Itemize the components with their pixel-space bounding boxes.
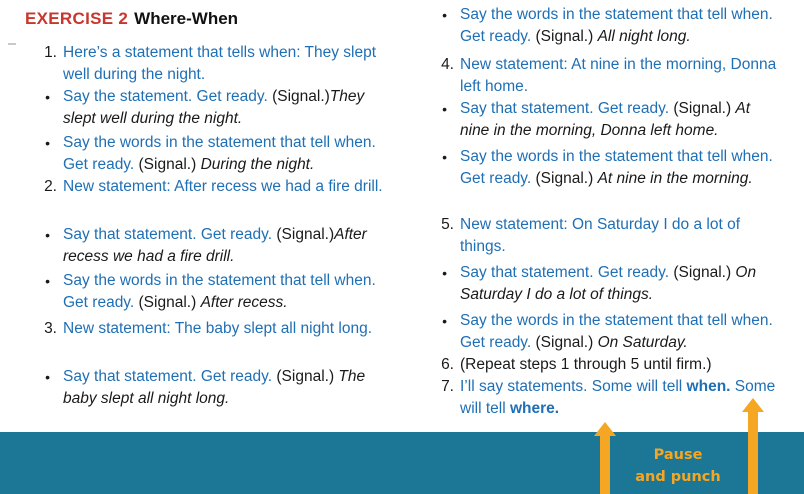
left-item xyxy=(37,176,389,198)
arrow-where-icon xyxy=(748,412,758,494)
teacher-text: New statement: On Saturday I do a lot of things. xyxy=(460,216,741,255)
margin-mark xyxy=(8,43,16,45)
exercise-label: EXERCISE 2 xyxy=(25,9,129,28)
bullet-marker: • xyxy=(442,101,447,117)
step-number: 4. xyxy=(441,56,454,73)
teacher-text: Say the statement. Get ready. xyxy=(63,88,268,105)
step-number: 2. xyxy=(44,178,57,195)
pause-note-line1: Pause xyxy=(653,447,703,463)
right-item xyxy=(434,262,780,306)
signal-text: (Signal.) xyxy=(531,170,598,187)
signal-text: (Signal.) xyxy=(669,100,736,117)
left-item xyxy=(37,86,389,130)
bullet-marker: • xyxy=(45,227,50,243)
teacher-text: Say the words in the statement that tell when. Get ready. xyxy=(460,148,773,187)
resp-text: During the night. xyxy=(200,156,315,173)
teacher-text: Say that statement. Get ready. xyxy=(63,226,273,243)
step-number: 3. xyxy=(44,320,57,337)
left-item xyxy=(37,42,389,86)
pause-note-line2: and punch xyxy=(635,469,721,485)
resp-text: All night long. xyxy=(597,28,691,45)
right-item xyxy=(434,354,780,376)
signal-text: (Signal.) xyxy=(669,264,736,281)
signal-text: (Signal.) xyxy=(272,226,335,243)
step-number: 1. xyxy=(44,44,57,61)
bullet-marker: • xyxy=(442,313,447,329)
signal-text: (Signal.) xyxy=(134,294,201,311)
signal-text: (Signal.) xyxy=(272,368,339,385)
teacher-text: New statement: The baby slept all night long. xyxy=(63,320,373,337)
arrow-when-icon xyxy=(600,436,610,494)
bullet-marker: • xyxy=(442,149,447,165)
bullet-marker: • xyxy=(45,89,50,105)
teacher-text: Say the words in the statement that tell when. Get ready. xyxy=(460,6,773,45)
left-item xyxy=(37,366,389,410)
signal-text: (Signal.) xyxy=(531,28,598,45)
bullet-marker: • xyxy=(442,265,447,281)
teacher-text: Here’s a statement that tells when: They slept well during the night. xyxy=(63,44,377,83)
bullet-marker: • xyxy=(45,135,50,151)
step-number: 6. xyxy=(441,356,454,373)
teacher-text: New statement: At nine in the morning, Donna left home. xyxy=(460,56,777,95)
arrow-where-head-icon xyxy=(742,398,764,412)
right-item xyxy=(434,376,780,420)
bullet-marker: • xyxy=(45,273,50,289)
teacher-text: Say that statement. Get ready. xyxy=(63,368,273,385)
exercise-heading xyxy=(25,9,238,29)
resp-text: After recess. xyxy=(200,294,288,311)
right-item xyxy=(434,214,780,258)
right-item xyxy=(434,310,780,354)
step-number: 5. xyxy=(441,216,454,233)
resp-text: The baby slept all night long. xyxy=(63,368,366,407)
pause-and-punch-note xyxy=(622,444,734,488)
bold-blue-text: when. xyxy=(686,378,731,395)
right-item xyxy=(434,4,780,48)
bold-blue-text: where. xyxy=(509,400,560,417)
teacher-text: I’ll say statements. Some will tell xyxy=(460,378,687,395)
resp-text: At nine in the morning. xyxy=(597,170,753,187)
right-item xyxy=(434,98,780,142)
resp-text: At nine in the morning, Donna left home. xyxy=(460,100,751,139)
teacher-text: Say that statement. Get ready. xyxy=(460,100,670,117)
resp-text: On Saturday I do a lot of things. xyxy=(460,264,757,303)
signal-text: (Signal.) xyxy=(134,156,201,173)
signal-text: (Signal.) xyxy=(531,334,598,351)
teacher-text: Say the words in the statement that tell when. Get ready. xyxy=(63,272,376,311)
step-number: 7. xyxy=(441,378,454,395)
right-item xyxy=(434,54,780,98)
left-item xyxy=(37,270,389,314)
teacher-text: Say the words in the statement that tell when. Get ready. xyxy=(63,134,376,173)
bullet-marker: • xyxy=(442,7,447,23)
bullet-marker: • xyxy=(45,369,50,385)
right-item xyxy=(434,146,780,190)
teacher-text: New statement: After recess we had a fire drill. xyxy=(63,178,383,195)
teacher-text: Say that statement. Get ready. xyxy=(460,264,670,281)
teacher-text: Say the words in the statement that tell when. Get ready. xyxy=(460,312,773,351)
left-item xyxy=(37,318,389,340)
resp-text: They slept well during the night. xyxy=(63,88,365,127)
left-item xyxy=(37,132,389,176)
resp-text: After recess we had a fire drill. xyxy=(63,226,367,265)
left-item xyxy=(37,224,389,268)
signal-text: (Signal.) xyxy=(267,88,330,105)
plain-text: (Repeat steps 1 through 5 until firm.) xyxy=(460,356,712,373)
arrow-when-head-icon xyxy=(594,422,616,436)
exercise-title: Where-When xyxy=(134,9,239,28)
resp-text: On Saturday. xyxy=(597,334,688,351)
teacher-text: Some will tell xyxy=(460,378,776,417)
